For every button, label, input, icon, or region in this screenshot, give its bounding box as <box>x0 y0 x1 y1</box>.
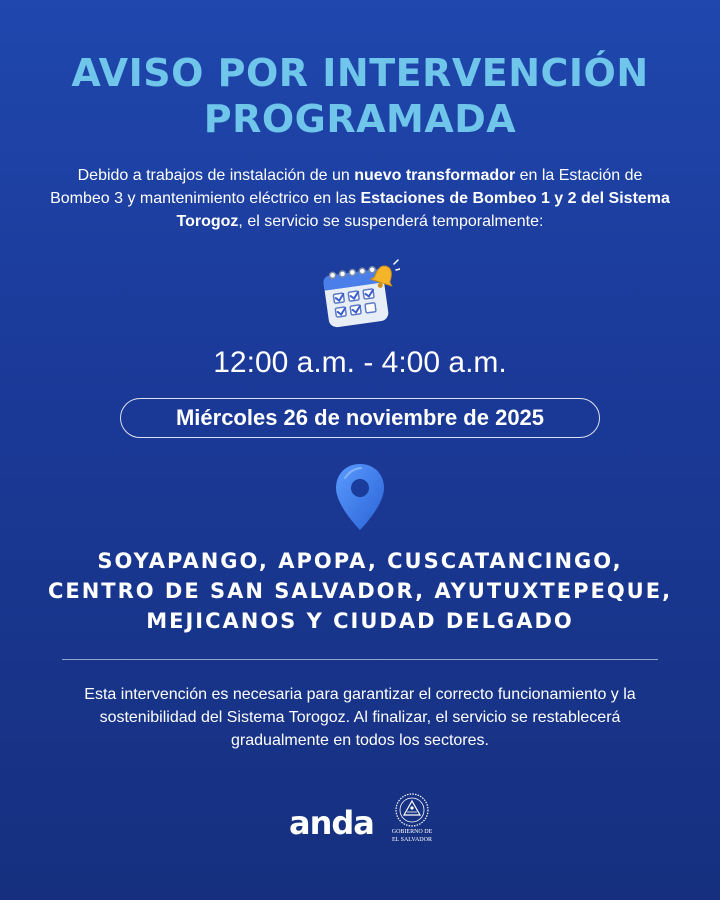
government-text-line-1: GOBIERNO DE <box>391 829 433 835</box>
affected-areas-line-2: CENTRO DE SAN SALVADOR, AYUTUXTEPEQUE, <box>47 579 673 603</box>
anda-logo: anda <box>289 804 374 842</box>
intro-text-3: , el servicio se suspenderá temporalmente: <box>238 213 544 230</box>
schedule-date: Miércoles 26 de noviembre de 2025 <box>175 405 545 430</box>
location-pin-icon <box>333 462 387 534</box>
schedule-date-badge <box>120 398 600 438</box>
intro-text-1: Debido a trabajos de instalación de un <box>77 167 355 184</box>
government-logo <box>388 792 436 848</box>
notice-title-line-1: AVISO POR INTERVENCIÓN <box>71 51 649 95</box>
government-text-line-2: EL SALVADOR <box>392 837 432 843</box>
footer-logos <box>0 792 720 852</box>
affected-areas-line-1: SOYAPANGO, APOPA, CUSCATANCINGO, <box>97 549 623 573</box>
intro-bold-stations: Estaciones de Bombeo 1 y 2 del Sistema Torogoz <box>176 190 670 230</box>
notice-title-line-2: PROGRAMADA <box>203 97 517 141</box>
schedule-time: 12:00 a.m. - 4:00 a.m. <box>213 346 507 379</box>
closing-paragraph: Esta intervención es necesaria para garantizar el correcto funcionamiento y la sostenibilidad del Sistema Torogoz. Al finalizar, el servicio se restablecerá gradualmente en todos los sectores. <box>84 686 636 749</box>
calendar-bell-icon <box>320 258 400 330</box>
divider <box>62 659 658 660</box>
affected-areas-line-3: MEJICANOS Y CIUDAD DELGADO <box>146 609 574 633</box>
el-salvador-seal-icon <box>394 792 430 828</box>
intro-text-2: en la Estación de Bombeo 3 y mantenimiento eléctrico en las <box>50 167 643 207</box>
notice-title <box>0 50 720 142</box>
affected-areas <box>20 546 700 636</box>
intro-paragraph <box>50 164 670 233</box>
intro-bold-transformer: nuevo transformador <box>354 167 516 184</box>
